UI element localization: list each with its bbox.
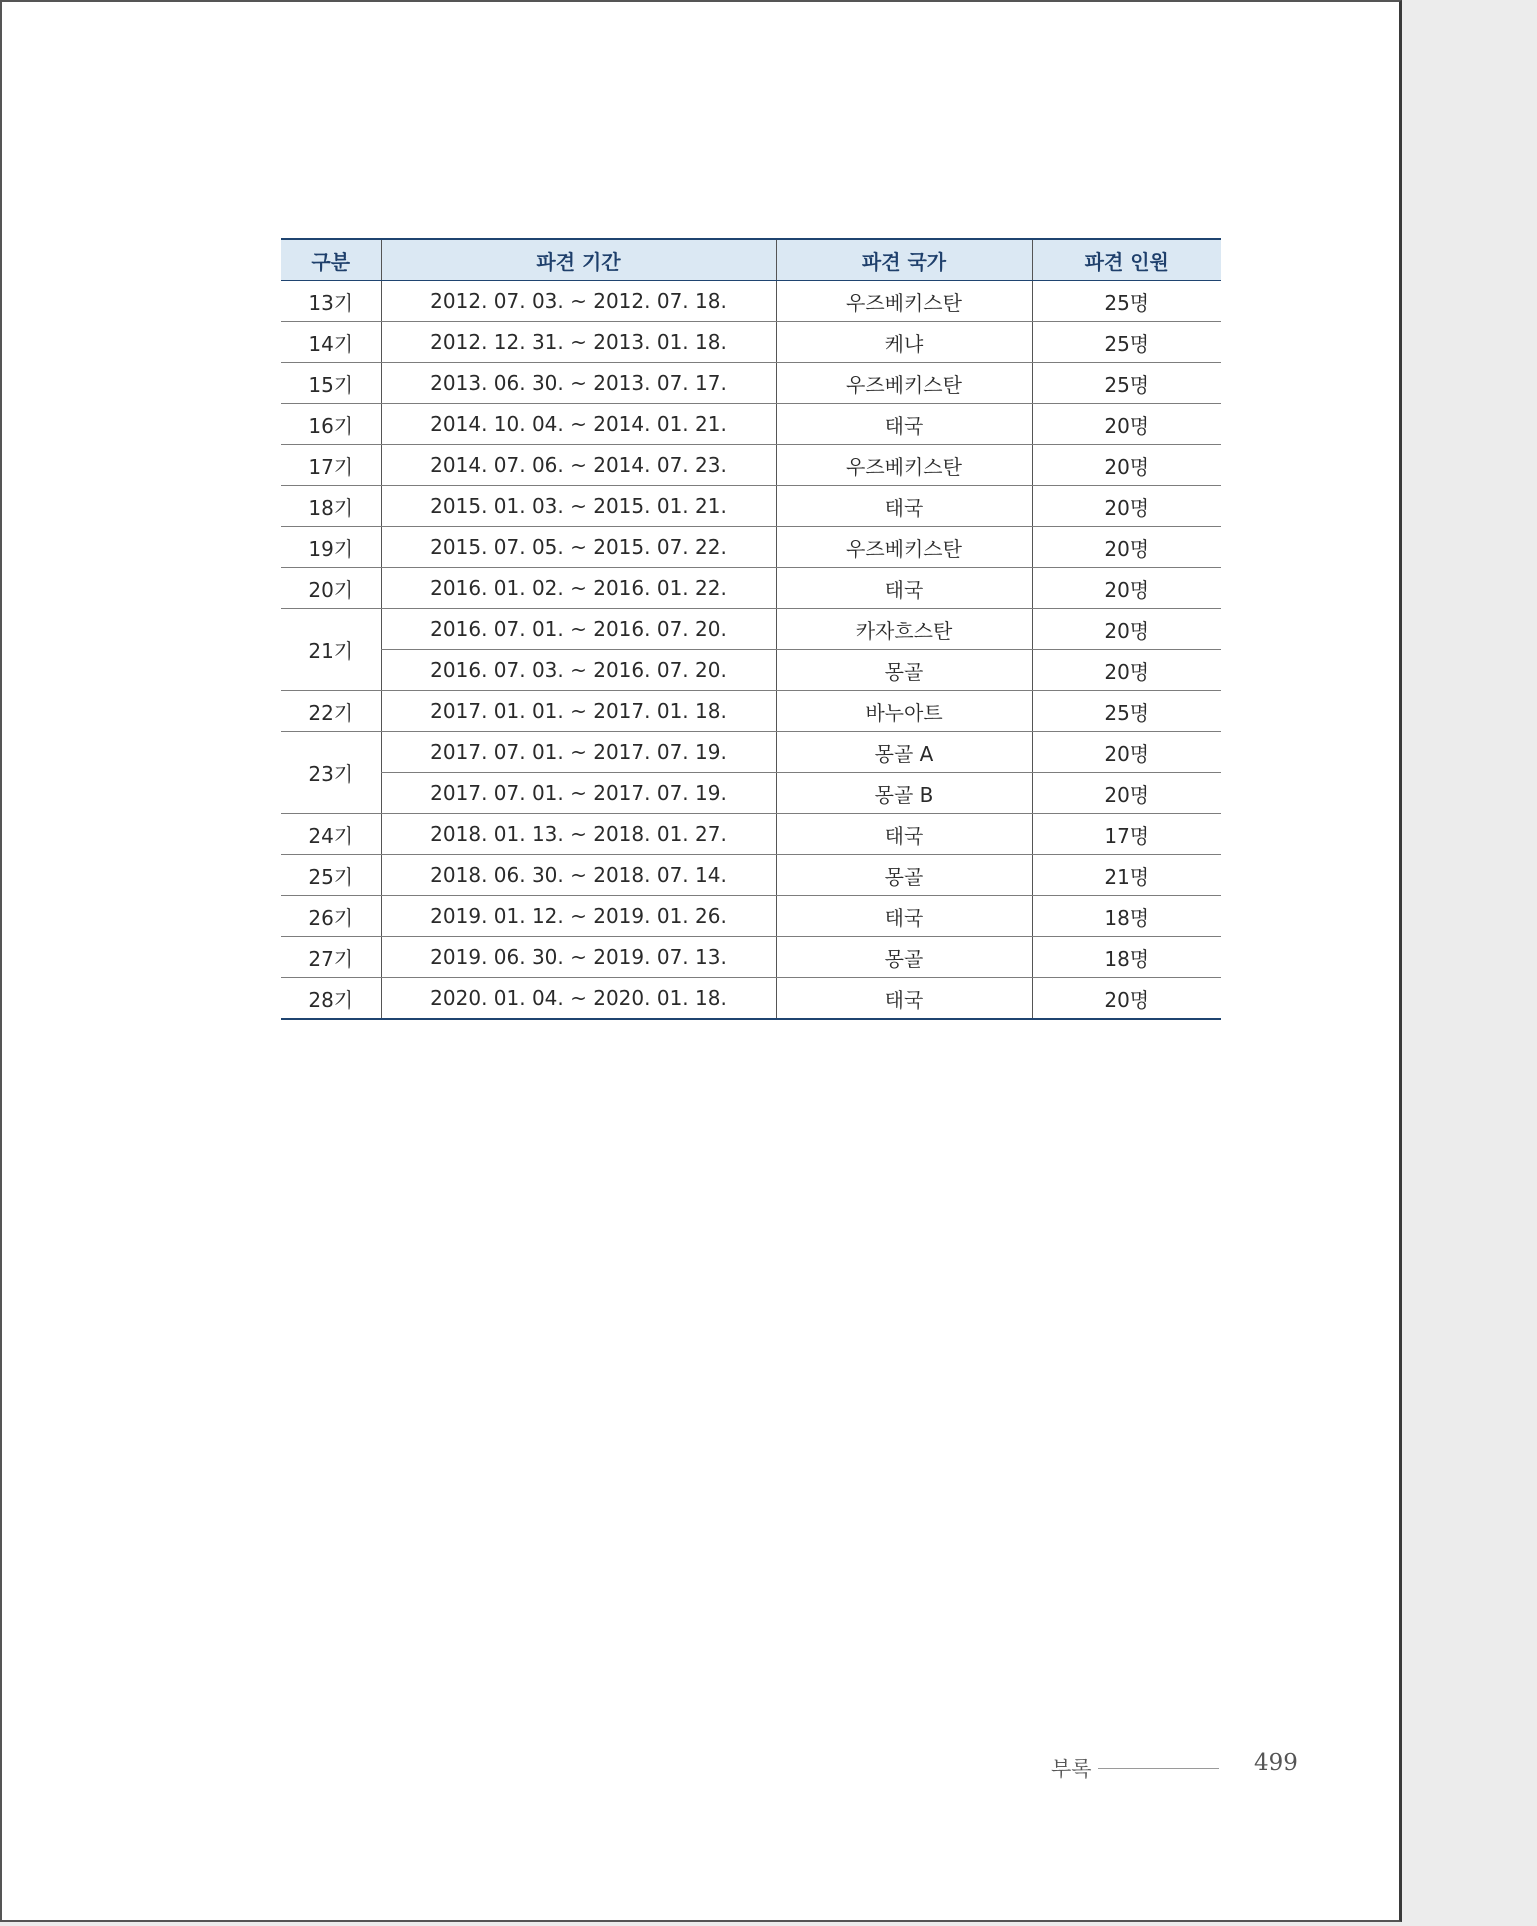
cell-people: 25명 [1032,281,1221,322]
header-period: 파견 기간 [381,239,776,281]
cell-term: 18기 [281,486,381,527]
table-row [281,937,1221,978]
cell-country: 우즈베키스탄 [776,363,1032,404]
cell-country: 케냐 [776,322,1032,363]
cell-people: 20명 [1032,609,1221,650]
cell-country: 몽골 [776,650,1032,691]
table-row [281,445,1221,486]
cell-term: 23기 [281,732,381,814]
table-header-row [281,239,1221,281]
cell-people: 20명 [1032,978,1221,1020]
cell-term: 14기 [281,322,381,363]
cell-term: 21기 [281,609,381,691]
cell-country: 바누아트 [776,691,1032,732]
cell-people: 18명 [1032,937,1221,978]
cell-country: 우즈베키스탄 [776,445,1032,486]
cell-term: 15기 [281,363,381,404]
cell-period: 2020. 01. 04. ~ 2020. 01. 18. [381,978,776,1020]
cell-period: 2017. 07. 01. ~ 2017. 07. 19. [381,732,776,773]
cell-term: 16기 [281,404,381,445]
cell-country: 태국 [776,404,1032,445]
table-row [281,527,1221,568]
table-row [281,568,1221,609]
cell-people: 20명 [1032,404,1221,445]
cell-people: 20명 [1032,732,1221,773]
footer-rule [1098,1768,1219,1769]
cell-country: 태국 [776,486,1032,527]
cell-period: 2014. 07. 06. ~ 2014. 07. 23. [381,445,776,486]
cell-country: 몽골 A [776,732,1032,773]
cell-period: 2012. 07. 03. ~ 2012. 07. 18. [381,281,776,322]
cell-country: 몽골 [776,937,1032,978]
cell-term: 26기 [281,896,381,937]
table-row [281,773,1221,814]
cell-country: 카자흐스탄 [776,609,1032,650]
cell-people: 20명 [1032,773,1221,814]
cell-people: 20명 [1032,527,1221,568]
cell-people: 18명 [1032,896,1221,937]
cell-country: 태국 [776,814,1032,855]
cell-period: 2015. 07. 05. ~ 2015. 07. 22. [381,527,776,568]
table-row [281,814,1221,855]
cell-term: 17기 [281,445,381,486]
table-row [281,650,1221,691]
cell-country: 태국 [776,978,1032,1020]
cell-people: 21명 [1032,855,1221,896]
cell-period: 2016. 07. 01. ~ 2016. 07. 20. [381,609,776,650]
table-row [281,609,1221,650]
cell-country: 태국 [776,896,1032,937]
cell-people: 20명 [1032,445,1221,486]
cell-people: 17명 [1032,814,1221,855]
table-row [281,486,1221,527]
dispatch-table [281,238,1221,1020]
table-row [281,978,1221,1020]
cell-people: 25명 [1032,691,1221,732]
cell-period: 2018. 06. 30. ~ 2018. 07. 14. [381,855,776,896]
header-people: 파견 인원 [1032,239,1221,281]
table-row [281,691,1221,732]
table-row [281,855,1221,896]
cell-period: 2016. 01. 02. ~ 2016. 01. 22. [381,568,776,609]
cell-period: 2017. 01. 01. ~ 2017. 01. 18. [381,691,776,732]
dispatch-table-container [281,238,1221,1020]
cell-period: 2016. 07. 03. ~ 2016. 07. 20. [381,650,776,691]
cell-term: 24기 [281,814,381,855]
cell-country: 우즈베키스탄 [776,527,1032,568]
cell-term: 13기 [281,281,381,322]
cell-term: 28기 [281,978,381,1020]
table-row [281,281,1221,322]
cell-period: 2018. 01. 13. ~ 2018. 01. 27. [381,814,776,855]
table-row [281,404,1221,445]
cell-country: 우즈베키스탄 [776,281,1032,322]
cell-people: 25명 [1032,322,1221,363]
cell-period: 2014. 10. 04. ~ 2014. 01. 21. [381,404,776,445]
cell-people: 20명 [1032,568,1221,609]
cell-period: 2019. 01. 12. ~ 2019. 01. 26. [381,896,776,937]
cell-country: 몽골 B [776,773,1032,814]
cell-people: 20명 [1032,650,1221,691]
cell-term: 22기 [281,691,381,732]
cell-country: 몽골 [776,855,1032,896]
cell-period: 2013. 06. 30. ~ 2013. 07. 17. [381,363,776,404]
header-term: 구분 [281,239,381,281]
cell-people: 25명 [1032,363,1221,404]
cell-term: 19기 [281,527,381,568]
cell-term: 27기 [281,937,381,978]
cell-country: 태국 [776,568,1032,609]
cell-period: 2012. 12. 31. ~ 2013. 01. 18. [381,322,776,363]
cell-term: 25기 [281,855,381,896]
header-country: 파견 국가 [776,239,1032,281]
table-row [281,732,1221,773]
table-row [281,322,1221,363]
table-row [281,363,1221,404]
cell-people: 20명 [1032,486,1221,527]
cell-period: 2019. 06. 30. ~ 2019. 07. 13. [381,937,776,978]
cell-term: 20기 [281,568,381,609]
cell-period: 2017. 07. 01. ~ 2017. 07. 19. [381,773,776,814]
table-row [281,896,1221,937]
cell-period: 2015. 01. 03. ~ 2015. 01. 21. [381,486,776,527]
footer-section-label: 부록 [1051,1757,1092,1781]
page-number: 499 [1254,1750,1298,1776]
